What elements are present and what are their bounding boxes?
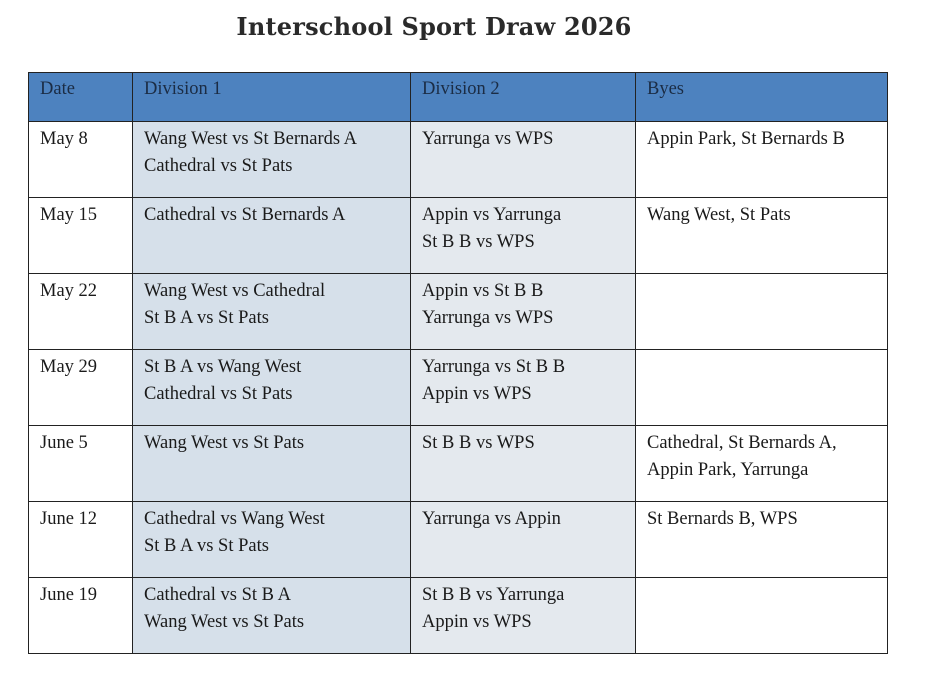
date-cell — [29, 274, 133, 350]
round-date: June 5 — [40, 433, 88, 453]
byes-cell — [636, 350, 888, 426]
date-cell — [29, 502, 133, 578]
fixture: Cathedral vs St Bernards A — [144, 205, 346, 225]
fixture: Wang West vs St Pats — [144, 612, 305, 632]
table-header — [29, 73, 888, 122]
table-body — [29, 122, 888, 654]
division-1-cell — [133, 274, 411, 350]
table-row — [29, 350, 888, 426]
table-row — [29, 426, 888, 502]
round-date: May 15 — [40, 205, 98, 225]
division-2-cell — [411, 198, 636, 274]
division-1-cell — [133, 122, 411, 198]
fixture: Appin vs Yarrunga — [422, 205, 562, 225]
table-row — [29, 578, 888, 654]
column-header-division-1: Division 1 — [133, 73, 411, 122]
division-1-cell — [133, 502, 411, 578]
fixture: Wang West vs St Bernards A — [144, 129, 358, 149]
fixture: Cathedral vs Wang West — [144, 509, 325, 529]
division-1-cell — [133, 578, 411, 654]
byes-cell — [636, 274, 888, 350]
fixture: Yarrunga vs St B B — [422, 357, 566, 377]
sport-draw-table — [28, 72, 888, 654]
division-2-cell — [411, 578, 636, 654]
fixture: Appin vs St B B — [422, 281, 544, 301]
column-header-date: Date — [29, 73, 133, 122]
table-row — [29, 122, 888, 198]
table-row — [29, 502, 888, 578]
fixture: St B A vs St Pats — [144, 536, 269, 556]
byes-cell — [636, 578, 888, 654]
byes-cell — [636, 426, 888, 502]
fixture: St B B vs Yarrunga — [422, 585, 565, 605]
fixture: St B A vs Wang West — [144, 357, 302, 377]
bye-teams: Appin Park, St Bernards B — [647, 129, 845, 149]
date-cell — [29, 122, 133, 198]
fixture: Appin vs WPS — [422, 384, 532, 404]
round-date: June 12 — [40, 509, 98, 529]
fixture: Yarrunga vs WPS — [422, 308, 554, 328]
division-2-cell — [411, 122, 636, 198]
bye-teams: Appin Park, Yarrunga — [647, 460, 809, 480]
date-cell — [29, 426, 133, 502]
column-header-byes: Byes — [636, 73, 888, 122]
date-cell — [29, 350, 133, 426]
date-cell — [29, 198, 133, 274]
fixture: Wang West vs St Pats — [144, 433, 305, 453]
bye-teams: Cathedral, St Bernards A, — [647, 433, 837, 453]
round-date: May 29 — [40, 357, 98, 377]
fixture: Yarrunga vs Appin — [422, 509, 561, 529]
table-row — [29, 274, 888, 350]
date-cell — [29, 578, 133, 654]
bye-teams: Wang West, St Pats — [647, 205, 791, 225]
round-date: May 8 — [40, 129, 88, 149]
round-date: May 22 — [40, 281, 98, 301]
fixture: St B B vs WPS — [422, 433, 535, 453]
division-1-cell — [133, 350, 411, 426]
header-row — [29, 73, 888, 122]
fixture: Cathedral vs St Pats — [144, 156, 293, 176]
division-1-cell — [133, 198, 411, 274]
division-2-cell — [411, 426, 636, 502]
division-2-cell — [411, 274, 636, 350]
fixture: Yarrunga vs WPS — [422, 129, 554, 149]
byes-cell — [636, 198, 888, 274]
byes-cell — [636, 502, 888, 578]
fixture: Cathedral vs St Pats — [144, 384, 293, 404]
fixture: Wang West vs Cathedral — [144, 281, 326, 301]
division-1-cell — [133, 426, 411, 502]
fixture: St B A vs St Pats — [144, 308, 269, 328]
byes-cell — [636, 122, 888, 198]
division-2-cell — [411, 502, 636, 578]
fixture: Appin vs WPS — [422, 612, 532, 632]
bye-teams: St Bernards B, WPS — [647, 509, 798, 529]
round-date: June 19 — [40, 585, 98, 605]
column-header-division-2: Division 2 — [411, 73, 636, 122]
page-title: Interschool Sport Draw 2026 — [236, 12, 632, 41]
fixture: Cathedral vs St B A — [144, 585, 291, 605]
fixture: St B B vs WPS — [422, 232, 535, 252]
division-2-cell — [411, 350, 636, 426]
table-row — [29, 198, 888, 274]
